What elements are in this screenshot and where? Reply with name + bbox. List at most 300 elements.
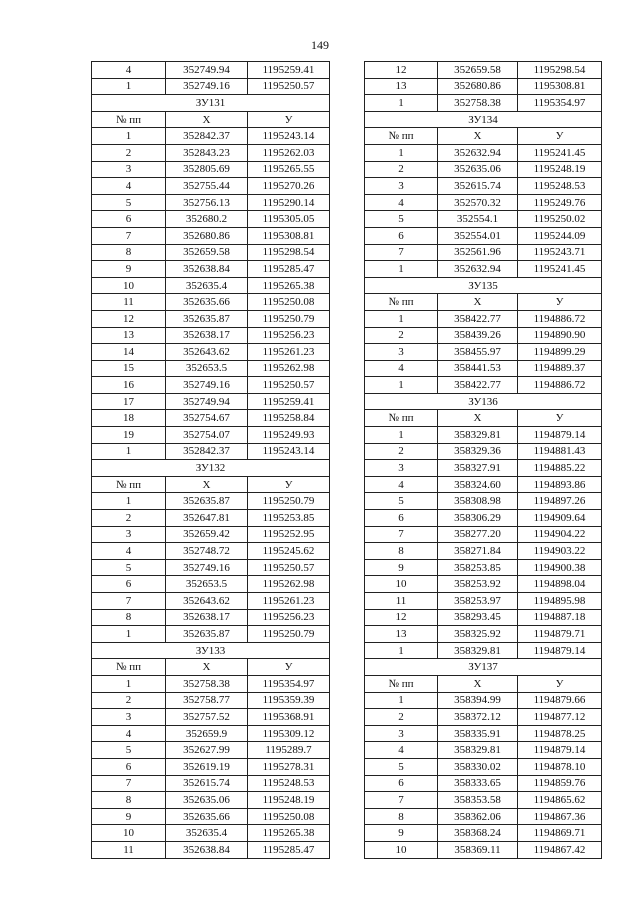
y-coordinate-cell: 1195261.23 [248, 593, 330, 610]
point-number-cell: 8 [365, 808, 438, 825]
table-row [365, 227, 602, 244]
section-title-row [365, 659, 602, 676]
x-coordinate-cell: 352758.38 [438, 95, 518, 112]
y-coordinate-cell: 1195248.19 [248, 792, 330, 809]
table-row [92, 825, 330, 842]
table-row [92, 626, 330, 643]
table-row [365, 377, 602, 394]
x-coordinate-cell: 358353.58 [438, 792, 518, 809]
x-coordinate-cell: 352643.62 [166, 593, 248, 610]
table-row [92, 758, 330, 775]
table-row [92, 427, 330, 444]
table-row [92, 78, 330, 95]
x-coordinate-cell: 358308.98 [438, 493, 518, 510]
x-coordinate-cell: 358306.29 [438, 510, 518, 527]
point-number-cell: 18 [92, 410, 166, 427]
point-number-cell: 2 [365, 327, 438, 344]
point-number-cell: 19 [92, 427, 166, 444]
y-coordinate-cell: 1195243.14 [248, 128, 330, 145]
y-coordinate-cell: 1195253.85 [248, 510, 330, 527]
y-coordinate-cell: 1195368.91 [248, 709, 330, 726]
table-header-row [92, 476, 330, 493]
x-coordinate-cell: 352749.94 [166, 62, 248, 79]
point-number-cell: 5 [365, 758, 438, 775]
section-title-row [365, 393, 602, 410]
table-row [92, 344, 330, 361]
x-coordinate-cell: 352680.86 [166, 227, 248, 244]
point-number-cell: 2 [365, 161, 438, 178]
point-number-cell: 6 [365, 227, 438, 244]
point-number-cell: 1 [365, 261, 438, 278]
point-number-cell: 6 [92, 758, 166, 775]
y-coordinate-cell: 1195298.54 [518, 62, 602, 79]
point-number-cell: 8 [92, 792, 166, 809]
x-coordinate-cell: 352842.37 [166, 443, 248, 460]
y-coordinate-cell: 1194865.62 [518, 792, 602, 809]
point-number-cell: 1 [365, 642, 438, 659]
x-coordinate-cell: 352749.16 [166, 377, 248, 394]
point-number-cell: 9 [92, 261, 166, 278]
y-coordinate-cell: 1195305.05 [248, 211, 330, 228]
coordinates-table-left [91, 61, 330, 859]
point-number-cell: 8 [365, 543, 438, 560]
table-row [92, 443, 330, 460]
y-coordinate-cell: 1194879.66 [518, 692, 602, 709]
section-title: ЗУ131 [92, 95, 330, 112]
point-number-cell: 14 [92, 344, 166, 361]
y-coordinate-cell: 1194859.76 [518, 775, 602, 792]
x-coordinate-cell: 352554.01 [438, 227, 518, 244]
column-header-x: X [438, 675, 518, 692]
table-row [92, 841, 330, 858]
y-coordinate-cell: 1195308.81 [248, 227, 330, 244]
point-number-cell: 1 [92, 626, 166, 643]
y-coordinate-cell: 1195285.47 [248, 841, 330, 858]
table-row [365, 344, 602, 361]
y-coordinate-cell: 1195241.45 [518, 261, 602, 278]
point-number-cell: 8 [92, 244, 166, 261]
x-coordinate-cell: 358439.26 [438, 327, 518, 344]
x-coordinate-cell: 358335.91 [438, 725, 518, 742]
table-row [365, 493, 602, 510]
x-coordinate-cell: 352749.94 [166, 393, 248, 410]
table-row [365, 841, 602, 858]
x-coordinate-cell: 358329.81 [438, 427, 518, 444]
point-number-cell: 5 [92, 194, 166, 211]
column-header-x: X [438, 294, 518, 311]
point-number-cell: 6 [92, 211, 166, 228]
x-coordinate-cell: 352615.74 [166, 775, 248, 792]
x-coordinate-cell: 352680.2 [166, 211, 248, 228]
point-number-cell: 1 [365, 95, 438, 112]
table-row [92, 360, 330, 377]
section-title: ЗУ135 [365, 277, 602, 294]
y-coordinate-cell: 1194867.42 [518, 841, 602, 858]
x-coordinate-cell: 352659.58 [438, 62, 518, 79]
point-number-cell: 1 [365, 427, 438, 444]
x-coordinate-cell: 352632.94 [438, 261, 518, 278]
x-coordinate-cell: 358455.97 [438, 344, 518, 361]
point-number-cell: 5 [365, 211, 438, 228]
table-row [365, 360, 602, 377]
x-coordinate-cell: 352638.17 [166, 609, 248, 626]
y-coordinate-cell: 1195265.55 [248, 161, 330, 178]
point-number-cell: 15 [92, 360, 166, 377]
point-number-cell: 1 [365, 310, 438, 327]
point-number-cell: 11 [92, 841, 166, 858]
y-coordinate-cell: 1194889.37 [518, 360, 602, 377]
y-coordinate-cell: 1195250.02 [518, 211, 602, 228]
point-number-cell: 4 [92, 543, 166, 560]
x-coordinate-cell: 352635.87 [166, 626, 248, 643]
y-coordinate-cell: 1194879.14 [518, 642, 602, 659]
x-coordinate-cell: 352653.5 [166, 576, 248, 593]
point-number-cell: 10 [92, 277, 166, 294]
x-coordinate-cell: 352632.94 [438, 144, 518, 161]
point-number-cell: 5 [365, 493, 438, 510]
table-row [365, 709, 602, 726]
table-row [92, 194, 330, 211]
point-number-cell: 6 [92, 576, 166, 593]
table-header-row [365, 294, 602, 311]
point-number-cell: 11 [92, 294, 166, 311]
x-coordinate-cell: 358394.99 [438, 692, 518, 709]
x-coordinate-cell: 358422.77 [438, 377, 518, 394]
y-coordinate-cell: 1194867.36 [518, 808, 602, 825]
table-row [92, 393, 330, 410]
point-number-cell: 1 [92, 443, 166, 460]
point-number-cell: 4 [365, 360, 438, 377]
point-number-cell: 16 [92, 377, 166, 394]
column-header-number: № пп [92, 111, 166, 128]
y-coordinate-cell: 1195265.38 [248, 277, 330, 294]
y-coordinate-cell: 1195259.41 [248, 62, 330, 79]
x-coordinate-cell: 352635.66 [166, 808, 248, 825]
y-coordinate-cell: 1195298.54 [248, 244, 330, 261]
y-coordinate-cell: 1195250.57 [248, 377, 330, 394]
table-row [365, 526, 602, 543]
y-coordinate-cell: 1194881.43 [518, 443, 602, 460]
x-coordinate-cell: 352659.9 [166, 725, 248, 742]
point-number-cell: 5 [92, 742, 166, 759]
y-coordinate-cell: 1195354.97 [248, 675, 330, 692]
point-number-cell: 12 [92, 310, 166, 327]
x-coordinate-cell: 352755.44 [166, 178, 248, 195]
table-row [92, 410, 330, 427]
x-coordinate-cell: 352635.4 [166, 277, 248, 294]
y-coordinate-cell: 1195243.14 [248, 443, 330, 460]
y-coordinate-cell: 1194885.22 [518, 460, 602, 477]
table-row [365, 427, 602, 444]
y-coordinate-cell: 1195265.38 [248, 825, 330, 842]
x-coordinate-cell: 352554.1 [438, 211, 518, 228]
table-row [92, 576, 330, 593]
table-row [365, 476, 602, 493]
x-coordinate-cell: 352627.99 [166, 742, 248, 759]
x-coordinate-cell: 352635.87 [166, 493, 248, 510]
point-number-cell: 4 [365, 194, 438, 211]
point-number-cell: 4 [92, 725, 166, 742]
x-coordinate-cell: 352659.42 [166, 526, 248, 543]
table-row [92, 493, 330, 510]
column-header-y: У [518, 294, 602, 311]
table-row [92, 227, 330, 244]
table-row [92, 593, 330, 610]
column-header-y: У [248, 659, 330, 676]
column-header-y: У [518, 128, 602, 145]
point-number-cell: 13 [365, 78, 438, 95]
y-coordinate-cell: 1194879.14 [518, 742, 602, 759]
x-coordinate-cell: 358253.92 [438, 576, 518, 593]
point-number-cell: 1 [365, 692, 438, 709]
y-coordinate-cell: 1195249.93 [248, 427, 330, 444]
x-coordinate-cell: 352842.37 [166, 128, 248, 145]
y-coordinate-cell: 1195290.14 [248, 194, 330, 211]
table-row [365, 559, 602, 576]
y-coordinate-cell: 1194900.38 [518, 559, 602, 576]
x-coordinate-cell: 358372.12 [438, 709, 518, 726]
x-coordinate-cell: 352635.66 [166, 294, 248, 311]
section-title: ЗУ137 [365, 659, 602, 676]
y-coordinate-cell: 1195250.57 [248, 78, 330, 95]
table-row [365, 510, 602, 527]
y-coordinate-cell: 1195250.79 [248, 626, 330, 643]
y-coordinate-cell: 1195270.26 [248, 178, 330, 195]
y-coordinate-cell: 1194909.64 [518, 510, 602, 527]
table-row [92, 543, 330, 560]
table-row [365, 78, 602, 95]
x-coordinate-cell: 358293.45 [438, 609, 518, 626]
table-row [365, 95, 602, 112]
y-coordinate-cell: 1195248.53 [518, 178, 602, 195]
table-row [365, 642, 602, 659]
table-row [365, 161, 602, 178]
section-title-row [365, 277, 602, 294]
x-coordinate-cell: 358271.84 [438, 543, 518, 560]
table-row [92, 808, 330, 825]
x-coordinate-cell: 352805.69 [166, 161, 248, 178]
coordinates-table-right [364, 61, 602, 859]
x-coordinate-cell: 352758.77 [166, 692, 248, 709]
x-coordinate-cell: 352843.23 [166, 144, 248, 161]
table-row [365, 194, 602, 211]
x-coordinate-cell: 358362.06 [438, 808, 518, 825]
section-title: ЗУ133 [92, 642, 330, 659]
table-row [365, 626, 602, 643]
section-title: ЗУ132 [92, 460, 330, 477]
table-row [365, 261, 602, 278]
y-coordinate-cell: 1195250.79 [248, 310, 330, 327]
y-coordinate-cell: 1194887.18 [518, 609, 602, 626]
table-row [365, 758, 602, 775]
point-number-cell: 2 [365, 709, 438, 726]
table-row [92, 609, 330, 626]
section-title: ЗУ136 [365, 393, 602, 410]
table-row [92, 675, 330, 692]
column-header-x: X [166, 111, 248, 128]
y-coordinate-cell: 1195308.81 [518, 78, 602, 95]
point-number-cell: 7 [92, 227, 166, 244]
y-coordinate-cell: 1195250.79 [248, 493, 330, 510]
y-coordinate-cell: 1195243.71 [518, 244, 602, 261]
x-coordinate-cell: 352653.5 [166, 360, 248, 377]
point-number-cell: 1 [92, 78, 166, 95]
table-row [92, 161, 330, 178]
point-number-cell: 1 [365, 377, 438, 394]
table-row [365, 742, 602, 759]
table-row [92, 211, 330, 228]
column-header-y: У [248, 476, 330, 493]
x-coordinate-cell: 358441.53 [438, 360, 518, 377]
table-row [92, 310, 330, 327]
table-row [92, 327, 330, 344]
y-coordinate-cell: 1194879.14 [518, 427, 602, 444]
point-number-cell: 3 [92, 709, 166, 726]
x-coordinate-cell: 352619.19 [166, 758, 248, 775]
table-header-row [92, 659, 330, 676]
table-row [365, 178, 602, 195]
table-row [365, 725, 602, 742]
x-coordinate-cell: 358329.81 [438, 642, 518, 659]
table-row [92, 559, 330, 576]
column-header-y: У [248, 111, 330, 128]
y-coordinate-cell: 1195354.97 [518, 95, 602, 112]
y-coordinate-cell: 1194897.26 [518, 493, 602, 510]
table-header-row [92, 111, 330, 128]
point-number-cell: 1 [92, 128, 166, 145]
x-coordinate-cell: 358329.36 [438, 443, 518, 460]
table-row [365, 792, 602, 809]
point-number-cell: 13 [92, 327, 166, 344]
y-coordinate-cell: 1194898.04 [518, 576, 602, 593]
x-coordinate-cell: 352659.58 [166, 244, 248, 261]
y-coordinate-cell: 1194886.72 [518, 310, 602, 327]
point-number-cell: 4 [365, 742, 438, 759]
column-header-number: № пп [365, 675, 438, 692]
x-coordinate-cell: 352643.62 [166, 344, 248, 361]
table-row [365, 825, 602, 842]
table-row [92, 792, 330, 809]
page-number: 149 [311, 38, 329, 52]
point-number-cell: 9 [365, 559, 438, 576]
y-coordinate-cell: 1194878.10 [518, 758, 602, 775]
y-coordinate-cell: 1195250.08 [248, 294, 330, 311]
x-coordinate-cell: 352758.38 [166, 675, 248, 692]
y-coordinate-cell: 1195256.23 [248, 327, 330, 344]
point-number-cell: 6 [365, 775, 438, 792]
y-coordinate-cell: 1195258.84 [248, 410, 330, 427]
x-coordinate-cell: 352635.06 [438, 161, 518, 178]
point-number-cell: 5 [92, 559, 166, 576]
table-row [92, 775, 330, 792]
y-coordinate-cell: 1194877.12 [518, 709, 602, 726]
x-coordinate-cell: 358369.11 [438, 841, 518, 858]
table-row [365, 609, 602, 626]
y-coordinate-cell: 1194869.71 [518, 825, 602, 842]
table-row [92, 144, 330, 161]
table-row [365, 310, 602, 327]
x-coordinate-cell: 358329.81 [438, 742, 518, 759]
y-coordinate-cell: 1195252.95 [248, 526, 330, 543]
x-coordinate-cell: 352638.84 [166, 841, 248, 858]
y-coordinate-cell: 1195250.08 [248, 808, 330, 825]
x-coordinate-cell: 352635.06 [166, 792, 248, 809]
x-coordinate-cell: 352615.74 [438, 178, 518, 195]
table-row [92, 526, 330, 543]
point-number-cell: 9 [92, 808, 166, 825]
x-coordinate-cell: 358422.77 [438, 310, 518, 327]
point-number-cell: 3 [365, 725, 438, 742]
column-header-x: X [166, 476, 248, 493]
x-coordinate-cell: 358325.92 [438, 626, 518, 643]
x-coordinate-cell: 358253.97 [438, 593, 518, 610]
x-coordinate-cell: 358368.24 [438, 825, 518, 842]
x-coordinate-cell: 352756.13 [166, 194, 248, 211]
table-row [92, 128, 330, 145]
point-number-cell: 2 [92, 510, 166, 527]
y-coordinate-cell: 1195262.03 [248, 144, 330, 161]
column-header-number: № пп [365, 294, 438, 311]
point-number-cell: 3 [92, 526, 166, 543]
y-coordinate-cell: 1195285.47 [248, 261, 330, 278]
table-row [365, 144, 602, 161]
x-coordinate-cell: 352754.07 [166, 427, 248, 444]
y-coordinate-cell: 1195245.62 [248, 543, 330, 560]
x-coordinate-cell: 352680.86 [438, 78, 518, 95]
y-coordinate-cell: 1194886.72 [518, 377, 602, 394]
table-row [365, 692, 602, 709]
y-coordinate-cell: 1195250.57 [248, 559, 330, 576]
x-coordinate-cell: 358253.85 [438, 559, 518, 576]
y-coordinate-cell: 1194879.71 [518, 626, 602, 643]
point-number-cell: 6 [365, 510, 438, 527]
table-row [365, 808, 602, 825]
table-row [92, 244, 330, 261]
table-row [92, 742, 330, 759]
x-coordinate-cell: 358327.91 [438, 460, 518, 477]
point-number-cell: 8 [92, 609, 166, 626]
x-coordinate-cell: 352748.72 [166, 543, 248, 560]
column-header-y: У [518, 675, 602, 692]
x-coordinate-cell: 352757.52 [166, 709, 248, 726]
y-coordinate-cell: 1194904.22 [518, 526, 602, 543]
point-number-cell: 11 [365, 593, 438, 610]
table-row [92, 377, 330, 394]
table-row [365, 62, 602, 79]
y-coordinate-cell: 1195262.98 [248, 576, 330, 593]
table-row [92, 709, 330, 726]
point-number-cell: 7 [365, 526, 438, 543]
point-number-cell: 1 [92, 493, 166, 510]
point-number-cell: 2 [92, 692, 166, 709]
table-row [365, 443, 602, 460]
section-title-row [365, 111, 602, 128]
point-number-cell: 10 [365, 576, 438, 593]
point-number-cell: 3 [365, 460, 438, 477]
table-header-row [365, 128, 602, 145]
y-coordinate-cell: 1195248.19 [518, 161, 602, 178]
column-header-x: X [166, 659, 248, 676]
table-row [92, 62, 330, 79]
x-coordinate-cell: 358333.65 [438, 775, 518, 792]
column-header-x: X [438, 410, 518, 427]
y-coordinate-cell: 1195248.53 [248, 775, 330, 792]
point-number-cell: 3 [365, 344, 438, 361]
point-number-cell: 1 [365, 144, 438, 161]
table-row [92, 692, 330, 709]
table-row [92, 178, 330, 195]
table-row [92, 277, 330, 294]
